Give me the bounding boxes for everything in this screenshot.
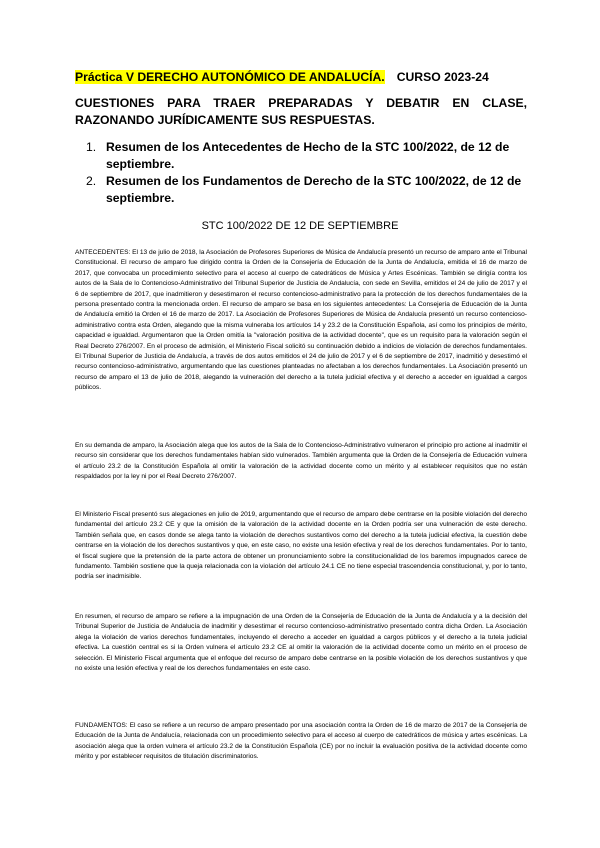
question-number: 2. bbox=[86, 174, 97, 188]
question-item bbox=[86, 173, 526, 207]
section-title: STC 100/2022 DE 12 DE SEPTIEMBRE bbox=[201, 220, 399, 232]
instructions-heading: CUESTIONES PARA TRAER PREPARADAS Y DEBATIR EN CLASE, RAZONANDO JURÍDICAMENTE SUS RESPUESTAS. bbox=[75, 96, 527, 127]
paragraph-ministerio-fiscal: El Ministerio Fiscal presentó sus alegaciones en julio de 2019, argumentando que el recurso de amparo debe centrarse en la posible violación del derecho fundamental del artículo 23.2 CE y que la omisión de la valoración de la actividad docente en la Orden podría ser una vulneración de este derecho. También señala que, en casos donde se alega tanto la violación de derechos sustantivos como del derecho a la tutela judicial efectiva, la cuestión debe centrarse en la violación de los derechos sustantivos y que, en este caso, no existe una lesión efectiva y real de los derechos fundamentales. Por lo tanto, el fiscal sugiere que la pretensión de la parte actora de obtener un pronunciamiento sobre la constitucionalidad de los baremos impugnados carece de fundamento. También sostiene que la queja relacionada con la violación del artículo 24.1 CE no tiene especial trascendencia constitucional, y, por lo tanto, podría ser inadmisible. bbox=[75, 511, 527, 581]
paragraph-fundamentos: FUNDAMENTOS: El caso se refiere a un recurso de amparo presentado por una asociación contra la Orden de 16 de marzo de 2017 de la Consejería de Educación de la Junta de Andalucía, relacionada con un procedimiento selectivo para el acceso al cuerpo de catedráticos de música y artes escénicas. La asociación alega que la orden vulnera el artículo 23.2 de la Constitución Española (CE) por no incluir la evaluación positiva de la actividad docente como mérito y por establecer requisitos de titulación discriminatorios. bbox=[75, 722, 527, 761]
question-number: 1. bbox=[86, 140, 97, 154]
question-text: Resumen de los Fundamentos de Derecho de la STC 100/2022, de 12 de septiembre. bbox=[106, 174, 522, 205]
document-header bbox=[75, 70, 535, 84]
paragraph-antecedentes: ANTECEDENTES: El 13 de julio de 2018, la Asociación de Profesores Superiores de Música de Andalucía presentó un recurso de amparo ante el Tribunal Constitucional. El recurso de amparo fue dirigido contra la Orden de la Consejería de Educación de la Junta de Andalucía, emitida el 16 de marzo de 2017, que convocaba un procedimiento selectivo para el acceso al cuerpo de catedráticos de Música y Artes Escénicas. También se dirigía contra los autos de la Sala de lo Contencioso-Administrativo del Tribunal Superior de Justicia de Andalucía, con sede en Sevilla, emitidos el 24 de julio de 2017 y el 6 de septiembre de 2017, que inadmitieron y desestimaron el recurso contencioso-administrativo para la protección de los derechos fundamentales de la persona presentado contra la mencionada orden. El recurso de amparo se basa en los siguientes antecedentes: La Consejería de Educación de la Junta de Andalucía emitió la Orden el 16 de marzo de 2017. La Asociación de Profesores Superiores de Música de Andalucía presentó un recurso contencioso-administrativo contra esta Orden, alegando que la misma vulneraba los artículos 14 y 23.2 de la Constitución Española, así como los principios de mérito, capacidad e igualdad. Argumentaron que la Orden omitía la "valoración positiva de la actividad docente", que es un requisito para la valoración según el Real Decreto 276/2007. En el proceso de admisión, el Ministerio Fiscal solicitó su continuación debido a indicios de violación de derechos fundamentales. El Tribunal Superior de Justicia de Andalucía, a través de dos autos emitidos el 24 de julio de 2017 y el 6 de septiembre de 2017, inadmitió y desestimó el recurso contencioso-administrativo, argumentando que las cuestiones planteadas no afectaban a los derechos fundamentales. La Asociación presentó un recurso de amparo el 13 de julio de 2018, alegando la vulneración del derecho a la tutela judicial efectiva y el derecho a acceder en igualdad a cargos públicos. bbox=[75, 249, 527, 392]
paragraph-resumen: En resumen, el recurso de amparo se refiere a la impugnación de una Orden de la Consejería de Educación de la Junta de Andalucía y a la decisión del Tribunal Superior de Justicia de Andalucía de inadmitir y desestimar el recurso contencioso-administrativo presentado contra dicha Orden. La Asociación alega la violación de varios derechos fundamentales, incluyendo el derecho a acceder en igualdad a cargos públicos y el derecho a la tutela judicial efectiva. La cuestión central es si la Orden vulnera el artículo 23.2 CE al omitir la valoración de la actividad docente como un mérito en el proceso de selección. El Ministerio Fiscal argumenta que el enfoque del recurso de amparo debe centrarse en la posible violación de los derechos sustantivos y que no existe una lesión efectiva y real de los derechos fundamentales en este caso. bbox=[75, 613, 527, 673]
course-title: Práctica V DERECHO AUTONÓMICO DE ANDALUCÍA. bbox=[75, 70, 385, 84]
course-year: CURSO 2023-24 bbox=[396, 70, 489, 84]
question-item bbox=[86, 139, 526, 173]
questions-list bbox=[86, 139, 526, 207]
question-text: Resumen de los Antecedentes de Hecho de la STC 100/2022, de 12 de septiembre. bbox=[106, 140, 510, 171]
paragraph-demanda: En su demanda de amparo, la Asociación alega que los autos de la Sala de lo Contencioso-Administrativo vulneraron el principio pro actione al inadmitir el recurso sin considerar que los derechos fundamentales habían sido vulnerados. También argumenta que la Orden de la Consejería de Educación vulnera el artículo 23.2 de la Constitución Española al omitir la valoración de la actividad docente como un mérito y al establecer requisitos que no están respaldados por la ley ni por el Real Decreto 276/2007. bbox=[75, 442, 527, 481]
